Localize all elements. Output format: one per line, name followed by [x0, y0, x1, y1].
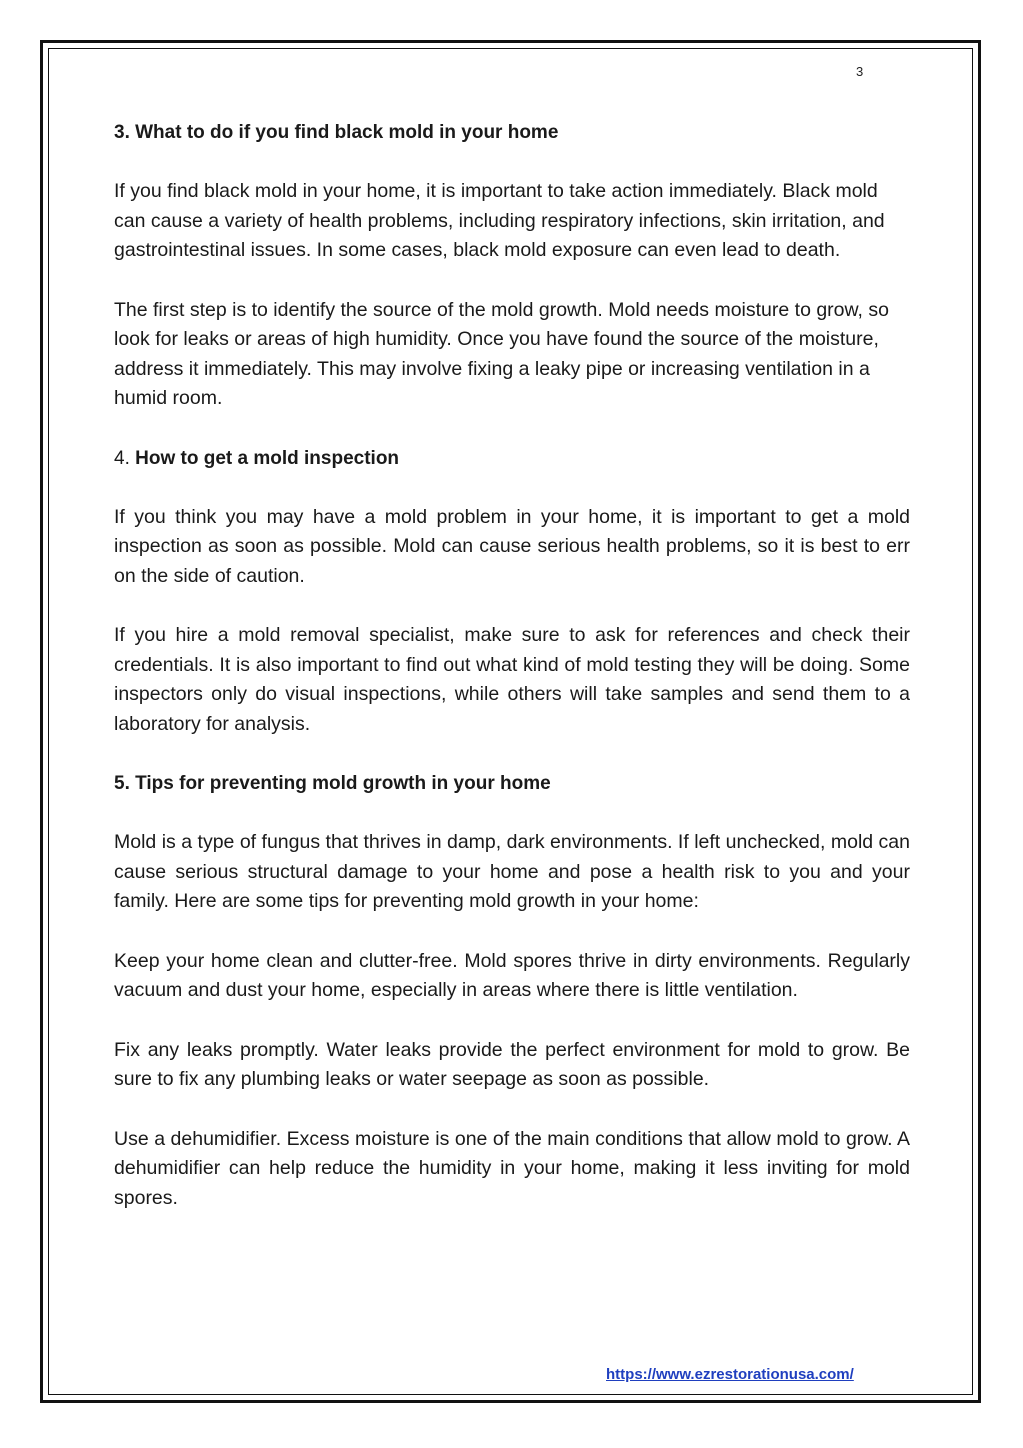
section-4-paragraph-1: If you think you may have a mold problem in your home, it is important to get a mold inspection as soon as possible. Mold can cause serious health problems, so it is best to err on the side of caution. [114, 505, 910, 587]
page-number: 3 [856, 64, 864, 79]
section-4-heading-number: 4. [114, 447, 130, 469]
section-5-heading: 5. Tips for preventing mold growth in your home [114, 773, 551, 794]
footer-website-link[interactable]: https://www.ezrestorationusa.com/ [606, 1366, 854, 1383]
document-body [114, 118, 910, 1243]
section-5-paragraph-4: Use a dehumidifier. Excess moisture is one of the main conditions that allow mold to grow. A dehumidifier can help reduce the humidity in your home, making it less inviting for mold spores. [114, 1127, 910, 1209]
section-3-heading: 3. What to do if you find black mold in your home [114, 122, 559, 143]
section-5-paragraph-2: Keep your home clean and clutter-free. Mold spores thrive in dirty environments. Regularly vacuum and dust your home, especially in areas where there is little ventilation. [114, 949, 910, 1001]
section-3-paragraph-1: If you find black mold in your home, it is important to take action immediately. Black mold can cause a variety of health problems, including respiratory infections, skin irritation, and gastrointestinal issues. In some cases, black mold exposure can even lead to death. [114, 180, 885, 261]
section-4-heading [114, 444, 910, 474]
section-4-heading-text: How to get a mold inspection [135, 447, 400, 469]
section-4-paragraph-2: If you hire a mold removal specialist, make sure to ask for references and check their credentials. It is also important to find out what kind of mold testing they will be doing. Some inspectors only do visual inspections, while others will take samples and send them to a laboratory for analysis. [114, 624, 910, 735]
section-5-paragraph-3: Fix any leaks promptly. Water leaks provide the perfect environment for mold to grow. Be sure to fix any plumbing leaks or water seepage as soon as possible. [114, 1038, 910, 1090]
section-5-paragraph-1: Mold is a type of fungus that thrives in damp, dark environments. If left unchecked, mold can cause serious structural damage to your home and pose a health risk to you and your family. Here are some tips for preventing mold growth in your home: [114, 831, 910, 912]
section-3-paragraph-2: The first step is to identify the source of the mold growth. Mold needs moisture to grow, so look for leaks or areas of high humidity. Once you have found the source of the moisture, address it immediately. This may involve fixing a leaky pipe or increasing ventilation in a humid room. [114, 298, 889, 409]
